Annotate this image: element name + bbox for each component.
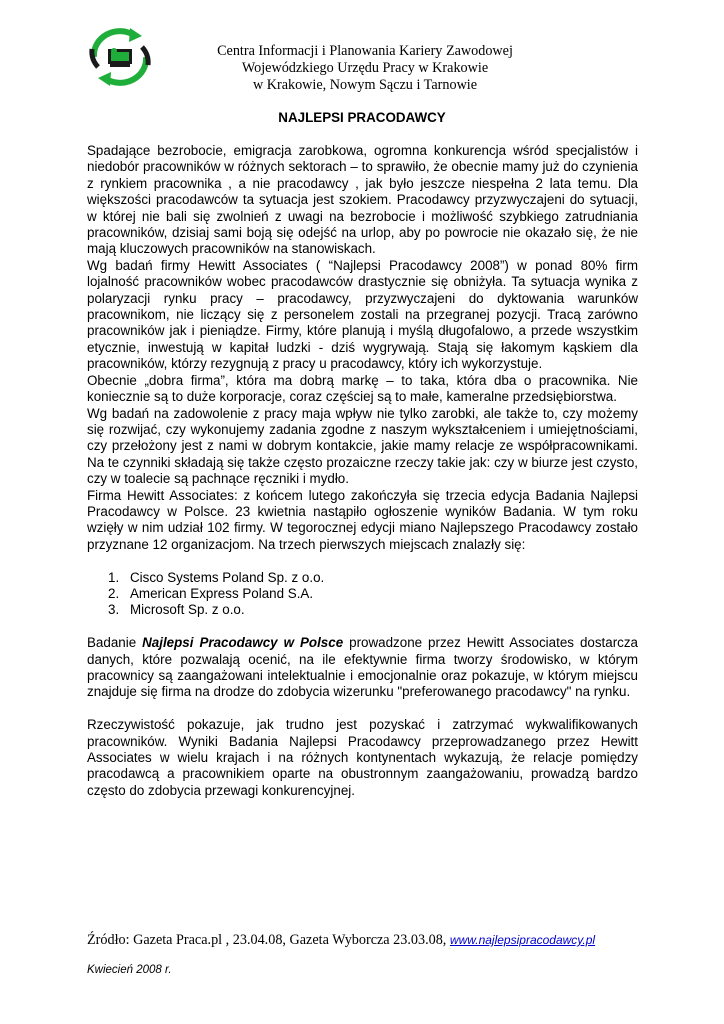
paragraph-2: Wg badań firmy Hewitt Associates ( “Najlepsi Pracodawcy 2008”) w ponad 80% firm lojalność pracowników wobec pracodawców drastycznie się obniżyła. Ta sytuacja wynika z polaryzacji rynku pracy – pracodawcy, przyzwyczajeni do dyktowania warunków pracownikom, nie liczący się z personelem zostali na przegranej pozycji. Tracą zarówno pracowników jak i pieniądze. Firmy, które planują i myślą długofalowo, a przede wszystkim etycznie, inwestują w kapitał ludzki - dziś wygrywają. Stają się łakomym kąskiem dla pracowników, którzy rezygnują z pracy u pracodawcy, który ich wykorzystuje. — [87, 257, 638, 372]
list-item — [87, 586, 638, 602]
article-body — [87, 143, 638, 799]
org-line-2: Wojewódzkiego Urzędu Pracy w Krakowie — [241, 60, 489, 76]
paragraph-5: Firma Hewitt Associates: z końcem lutego zakończyła się trzecia edycja Badania Najlepsi Pracodawcy w Polsce. 23 kwietnia nastąpiło ogłoszenie wyników Badania. W tym roku wzięły w nim udział 102 firmy. W tegorocznej edycji miano Najlepszego Pracodawcy zostało przyznane 12 organizacjom. Na trzech pierwszych miejscach znalazły się: — [87, 487, 638, 552]
list-number: 2. — [108, 585, 120, 601]
paragraph-4: Wg badań na zadowolenie z pracy maja wpływ nie tylko zarobki, ale także to, czy możemy się rozwijać, czy wykonujemy zadania zgodne z naszym wykształceniem i umiejętnościami, czy przełożony jest z nami w dobrym kontakcie, jakie mamy relacje ze współpracownikami. Na te czynniki składają się także często prozaiczne rzeczy takie jak: czy w biurze jest czysto, czy w toalecie są pachnące ręczniki i mydło. — [87, 405, 638, 487]
badanie-emphasis: Najlepsi Pracodawcy w Polsce — [142, 635, 344, 651]
badanie-suffix: prowadzone przez Hewitt Associates dostarcza danych, które pozwalają ocenić, na ile efektywnie firma tworzy środowisko, w którym pracownicy są zaangażowani intelektualnie i emocjonalnie oraz pokazuje, w którym miejscu znajduje się firma na drodze do zdobycia wizerunku "preferowanego pracodawcy" na rynku. — [87, 635, 638, 700]
paragraph-closing: Rzeczywistość pokazuje, jak trudno jest pozyskać i zatrzymać wykwalifikowanych pracowników. Wyniki Badania Najlepsi Pracodawcy przeprowadzanego przez Hewitt Associates w wielu krajach i na różnych kontynentach wykazują, że relacje pomiędzy pracodawcą a pracownikiem oparte na obustronnym zaangażowaniu, prowadzą bardzo często do zdobycia przewagi konkurencyjnej. — [87, 717, 638, 798]
org-line-3: w Krakowie, Nowym Sączu i Tarnowie — [252, 77, 478, 93]
paragraph-3: Obecnie „dobra firma”, która ma dobrą markę – to taka, która dba o pracownika. Nie koniecznie są to duże korporacje, coraz częściej są to małe, kameralne przedsiębiorstwa. — [87, 372, 638, 405]
list-number: 1. — [108, 569, 120, 585]
page-title: NAJLEPSI PRACODAWCY — [278, 110, 446, 125]
ranking-list — [87, 570, 638, 619]
list-item — [87, 570, 638, 586]
org-line-1: Centra Informacji i Planowania Kariery Zawodowej — [217, 43, 513, 59]
list-item — [87, 602, 638, 618]
document-date: Kwiecień 2008 r. — [87, 964, 172, 976]
badanie-prefix: Badanie — [87, 635, 143, 651]
list-text: Microsoft Sp. z o.o. — [130, 602, 245, 618]
list-text: Cisco Systems Poland Sp. z o.o. — [130, 569, 325, 585]
source-line — [87, 932, 595, 949]
source-text: Źródło: Gazeta Praca.pl , 23.04.08, Gazeta Wyborcza 23.03.08, — [87, 932, 450, 948]
paragraph-badanie — [87, 635, 638, 701]
paragraph-1: Spadające bezrobocie, emigracja zarobkowa, ogromna konkurencja wśród specjalistów i niedobór pracowników w różnych sektorach – to sprawiło, że obecnie mamy już do czynienia z rynkiem pracownika , a nie pracodawcy , jak było jeszcze niespełna 2 lata temu. Dla większości pracodawców ta sytuacja jest szokiem. Pracodawcy przyzwyczajeni do sytuacji, w której nie bali się zwolnień z uwagi na bezrobocie i możliwość szybkiego zatrudniania pracowników, dzisiaj sami boją się odejść na urlop, aby po powrocie nie okazało się, że nie mają kluczowych pracowników na stanowiskach. — [87, 143, 638, 257]
list-text: American Express Poland S.A. — [130, 585, 314, 601]
list-number: 3. — [108, 602, 120, 618]
source-link[interactable]: www.najlepsipracodawcy.pl — [449, 933, 596, 947]
organization-header — [170, 43, 560, 94]
logo-icon — [84, 27, 156, 87]
